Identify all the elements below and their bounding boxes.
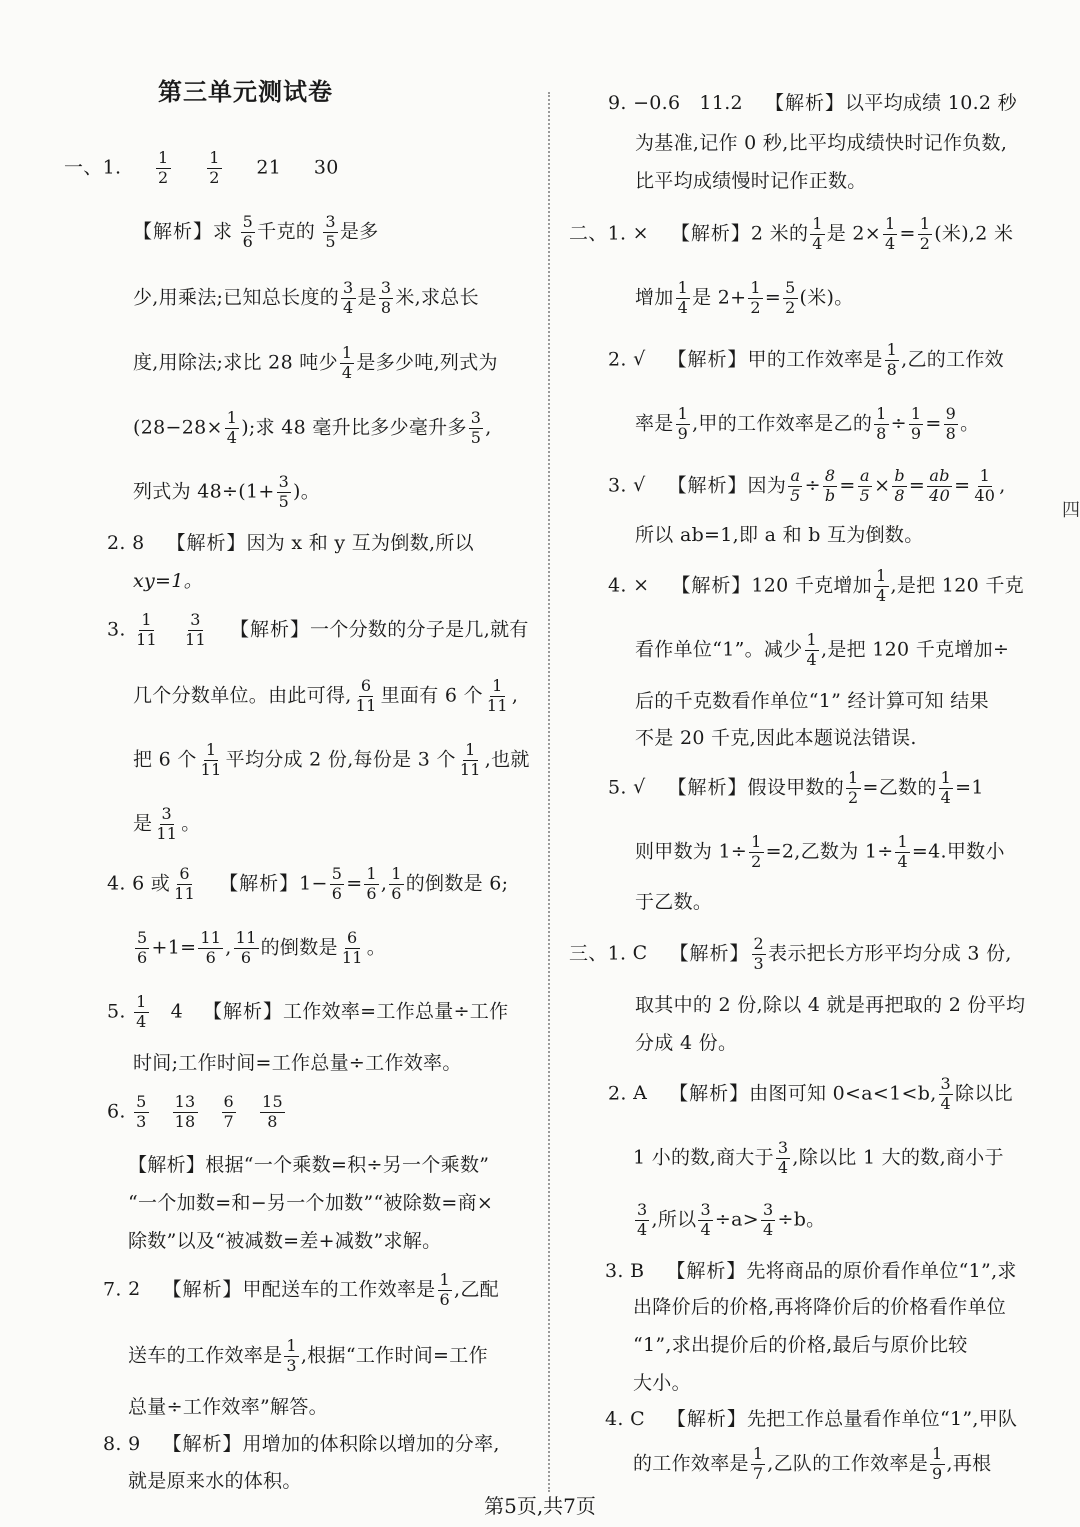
s3-q2-line-3: $\frac{3}{4}$ ,所以 $\frac{3}{4}$ ÷a> $\frac{3}{4}$ ÷b。 xyxy=(637,1200,826,1239)
q5-line-2: 时间;工作时间=工作总量÷工作效率。 xyxy=(133,1052,462,1074)
s3-q1-line-1: 三、1. C 【解析】 $\frac{2}{3}$ 表示把长方形平均分成 3 份, xyxy=(569,934,1012,973)
q1-answer-3: 21 xyxy=(256,156,282,179)
s3-q1-line-3: 分成 4 份。 xyxy=(635,1032,738,1054)
s3-q3-line-3: “1”,求出提价后的价格,最后与原价比较 xyxy=(633,1334,968,1356)
q1-answer-4: 30 xyxy=(313,156,339,179)
s2-q5-line-3: 于乙数。 xyxy=(635,891,713,913)
page-edge-char: 四 xyxy=(1062,500,1080,521)
q1-answer-2: $\frac{1}{2}$ xyxy=(209,148,220,187)
q9-line-1: 9. −0.6 11.2 【解析】以平均成绩 10.2 秒 xyxy=(608,92,1017,114)
s3-q2-line-2: 1 小的数,商大于 $\frac{3}{4}$ ,除以比 1 大的数,商小于 xyxy=(633,1138,1004,1177)
s2-q1-line-1: 二、1. × 【解析】2 米的 $\frac{1}{4}$ 是 2× $\frac{1}{4}$ = $\frac{1}{2}$ (米),2 米 xyxy=(569,214,1014,253)
s2-q4-line-2: 看作单位“1”。减少 $\frac{1}{4}$ ,是把 120 千克增加÷ xyxy=(635,630,1010,669)
s2-q2-line-1: 2. √ 【解析】甲的工作效率是 $\frac{1}{8}$ ,乙的工作效 xyxy=(608,340,1004,379)
s2-q5-line-2: 则甲数为 1÷ $\frac{1}{2}$ =2,乙数为 1÷ $\frac{1}{4}$ =4.甲数小 xyxy=(635,832,1005,871)
s2-q5-line-1: 5. √ 【解析】假设甲数的 $\frac{1}{2}$ =乙数的 $\frac{1}{4}$ =1 xyxy=(608,768,984,807)
q9-line-3: 比平均成绩慢时记作正数。 xyxy=(635,170,867,192)
q2-line-2: xy=1。 xyxy=(133,570,203,592)
q6-line-2: 【解析】根据“一个乘数=积÷另一个乘数” xyxy=(128,1154,490,1176)
page-title: 第三单元测试卷 xyxy=(158,77,333,106)
s3-q4-line-1: 4. C 【解析】先把工作总量看作单位“1”,甲队 xyxy=(605,1408,1018,1430)
q1-explain-line-2: 少,用乘法;已知总长度的 $\frac{3}{4}$ 是 $\frac{3}{8}$ 米,求总长 xyxy=(133,278,479,317)
s3-q2-line-1: 2. A 【解析】由图可知 0<a<1<b, $\frac{3}{4}$ 除以比 xyxy=(608,1074,1013,1113)
q1-explain-line-5: 列式为 48÷(1+ $\frac{3}{5}$ )。 xyxy=(133,472,321,511)
q2-line-1: 2. 8 【解析】因为 x 和 y 互为倒数,所以 xyxy=(107,532,474,554)
s2-q3-line-2: 所以 ab=1,即 a 和 b 互为倒数。 xyxy=(635,524,924,546)
q7-line-1: 7. 2 【解析】甲配送车的工作效率是 $\frac{1}{6}$ ,乙配 xyxy=(103,1270,499,1309)
s2-q4-line-4: 不是 20 千克,因此本题说法错误. xyxy=(635,727,917,749)
q1-explain-line-4: (28−28× $\frac{1}{4}$ );求 48 毫升比多少毫升多 $\frac{3}{5}$ , xyxy=(133,408,492,447)
q5-line-1: 5. $\frac{1}{4}$ 4 【解析】工作效率=工作总量÷工作 xyxy=(107,992,509,1031)
q6-line-4: 除数”以及“被减数=差+减数”求解。 xyxy=(128,1230,442,1252)
q1-answer-line: 一、1. $\frac{1}{2}$ $\frac{1}{2}$ 21 30 xyxy=(64,148,339,187)
q3-line-2: 几个分数单位。由此可得, $\frac{6}{11}$ 里面有 6 个 $\frac{1}{11}$ , xyxy=(133,676,519,715)
s3-q3-line-2: 出降价后的价格,再将降价后的价格看作单位 xyxy=(633,1296,1007,1318)
s3-q3-line-4: 大小。 xyxy=(633,1372,691,1394)
page-footer: 第5页,共7页 xyxy=(484,1494,596,1518)
s2-q4-line-1: 4. × 【解析】120 千克增加 $\frac{1}{4}$ ,是把 120 千克 xyxy=(608,566,1024,605)
q8-line-1: 8. 9 【解析】用增加的体积除以增加的分率, xyxy=(103,1433,500,1455)
s2-q4-line-3: 后的千克数看作单位“1” 经计算可知 结果 xyxy=(635,690,989,712)
s3-q1-line-2: 取其中的 2 份,除以 4 就是再把取的 2 份平均 xyxy=(635,994,1026,1016)
s3-q4-line-2: 的工作效率是 $\frac{1}{7}$ ,乙队的工作效率是 $\frac{1}{9}$ ,再根 xyxy=(633,1444,992,1483)
s3-q3-line-1: 3. B 【解析】先将商品的原价看作单位“1”,求 xyxy=(605,1260,1017,1282)
q6-line-3: “一个加数=和−另一个加数”“被除数=商× xyxy=(128,1192,494,1214)
q1-explain-line-3: 度,用除法;求比 28 吨少 $\frac{1}{4}$ 是多少吨,列式为 xyxy=(133,343,498,382)
q1-explain-line-1: 【解析】求 $\frac{5}{6}$ 千克的 $\frac{3}{5}$ 是多 xyxy=(133,212,379,251)
q8-line-2: 就是原来水的体积。 xyxy=(128,1470,302,1492)
q7-line-3: 总量÷工作效率”解答。 xyxy=(128,1396,328,1418)
q3-line-1: 3. $\frac{1}{11}$ $\frac{3}{11}$ 【解析】一个分数的分子是几,就有 xyxy=(107,610,529,649)
s2-q2-line-2: 率是 $\frac{1}{9}$ ,甲的工作效率是乙的 $\frac{1}{8}$ ÷ $\frac{1}{9}$ = $\frac{9}{8}$ 。 xyxy=(635,404,980,443)
q7-line-2: 送车的工作效率是 $\frac{1}{3}$ ,根据“工作时间=工作 xyxy=(128,1336,488,1375)
s2-q3-line-1: 3. √ 【解析】因为 $\frac{a}{5}$ ÷ $\frac{8}{b}$ = $\frac{a}{5}$ × $\frac{b}{8}$ = $\frac{ab}{40}$ = $\frac{1}{40}$ , xyxy=(608,466,1006,505)
q3-line-3: 把 6 个 $\frac{1}{11}$ 平均分成 2 份,每份是 3 个 $\frac{1}{11}$ ,也就 xyxy=(133,740,530,779)
q9-line-2: 为基准,记作 0 秒,比平均成绩快时记作负数, xyxy=(635,132,1008,154)
column-divider xyxy=(548,92,550,1492)
s2-q1-line-2: 增加 $\frac{1}{4}$ 是 2+ $\frac{1}{2}$ = $\frac{5}{2}$ (米)。 xyxy=(635,278,854,317)
q6-line-1: 6. $\frac{5}{3}$ $\frac{13}{18}$ $\frac{6}{7}$ $\frac{15}{8}$ xyxy=(107,1092,283,1131)
q4-line-2: $\frac{5}{6}$ +1= $\frac{11}{6}$ , $\frac{11}{6}$ 的倒数是 $\frac{6}{11}$ 。 xyxy=(137,928,387,967)
q4-line-1: 4. 6 或 $\frac{6}{11}$ 【解析】1− $\frac{5}{6}$ = $\frac{1}{6}$ , $\frac{1}{6}$ 的倒数是 6; xyxy=(107,864,509,903)
q3-line-4: 是 $\frac{3}{11}$ 。 xyxy=(133,804,201,843)
q1-answer-1: $\frac{1}{2}$ xyxy=(158,148,169,187)
